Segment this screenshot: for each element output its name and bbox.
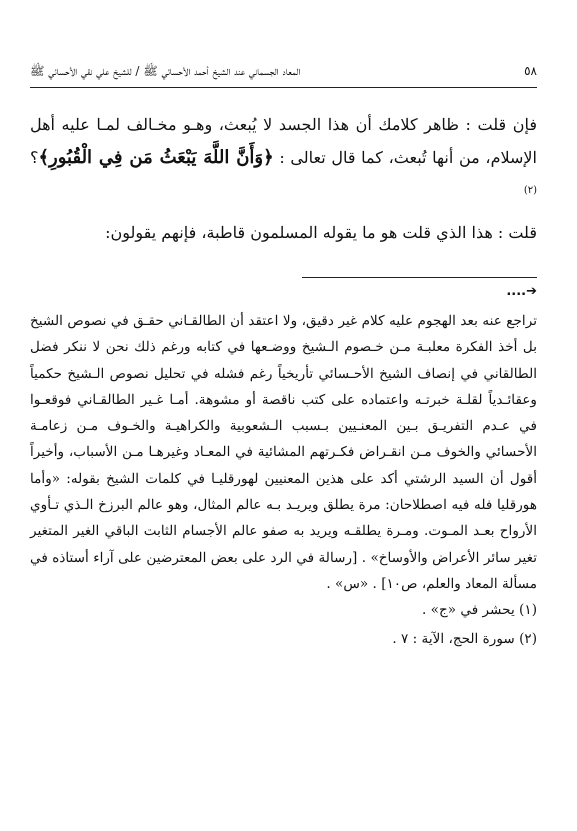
- footnote-2: (٢) سورة الحج، الآية : ٧ .: [392, 630, 537, 647]
- footnote-ref-2[interactable]: (٢): [523, 185, 537, 196]
- question-text: فإن قلت : ظاهر كلامك أن هذا الجسد لا يُبعث، وهـو مخـالف لمـا عليه أهل الإسلام، من أنها تُبعث، كما قال تعالى :: [30, 115, 538, 167]
- footnotes: [30, 308, 537, 652]
- continuation-arrow-icon: ....➔: [506, 284, 537, 299]
- question-end: ؟: [30, 148, 39, 167]
- running-header: [30, 64, 537, 88]
- footnote-1: (١) يحشر في «ج» .: [422, 602, 537, 619]
- quran-verse: ﴿وَأَنَّ اللَّهَ يَبْعَثُ مَن فِي الْقُبُورِ﴾: [38, 147, 274, 168]
- page-number: ٥٨: [524, 64, 537, 78]
- running-title: المعاد الجسماني عند الشيخ أحمد الأحسائي ﷺ / للشيخ علي نقي الأحسائي ﷺ: [30, 64, 301, 78]
- footnote-divider: [302, 277, 537, 278]
- footnote-continued: تراجع عنه بعد الهجوم عليه كلام غير دقيق، ولا اعتقد أن الطالقـاني حقـق في نصوص الشيخ بل أخذ الفكرة معلبـة مـن خـصوم الـشيخ ووضـعها في كتابه ورغم ذلك نحن لا ننكر فضل الطالقاني في إنصاف الشيخ الأحـسائي تأريخياً رغم فشله في تحليل نصوص الـشيخ حكمياً وعقائـدياً لقلـة خبرتـه واعتماده على كتب ناقصة أو مشوهة. أمـا غـير الطالقـاني فوقعـوا في عـدم التفريـق بـين المعنـيين بـسبب الـشعوبية والكراهيـة والخـوف مـن زعامـة الأحسائي والخوف مـن انقـراض فكـرتهم المشائية في المعـاد وغيرهـا مـن الأسباب، وأخيراً أقول أن السيد الرشتي أكد على هذين المعنيين لهورقليـا في كلمات الشيخ بقوله: «وأما هورقليا فله فيه اصطلاحان: مرة يطلق ويريـد بـه عالم المثال، وهو عالم البرزخ الـذي تـأوي الأرواح بعـد المـوت. ومـرة يطلقـه ويريد به صفو عالم الأجسام الثابت الباقي الغير المتغير تغير سائر الأعراض والأوساخ» . [رسالة في الرد على بعض المعترضين على آراء أستاذه في مسألة المعاد والعلم، ص١٠] . «س» .: [30, 313, 537, 592]
- main-text: [30, 108, 537, 255]
- paragraph-question: [30, 108, 537, 210]
- paragraph-answer: قلت : هذا الذي قلت هو ما يقوله المسلمون قاطبة، فإنهم يقولون:: [105, 223, 537, 243]
